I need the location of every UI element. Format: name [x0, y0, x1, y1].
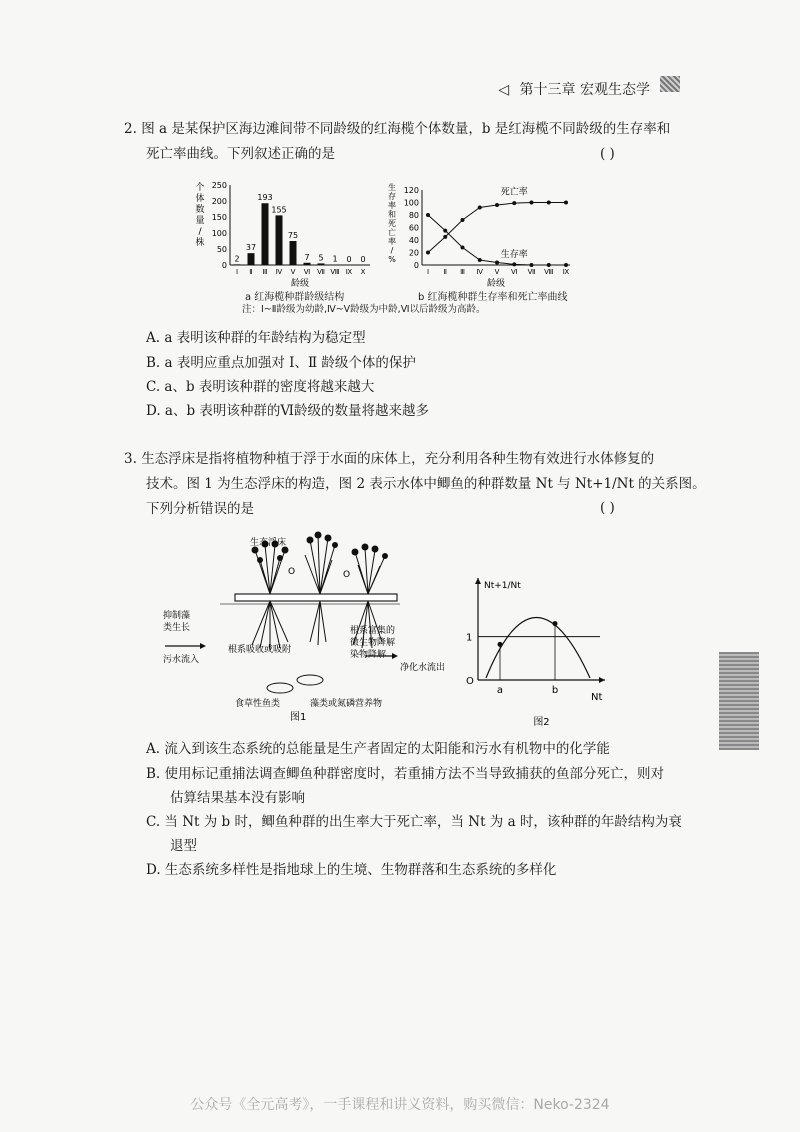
fig2-xlabel: Nt	[591, 692, 603, 703]
chart-a-data-label: 0	[360, 255, 366, 264]
chart-a-data-label: 1	[332, 254, 338, 264]
chart-a-bar	[318, 263, 325, 265]
q2-line1: 图 a 是某保护区海边滩间带不同龄级的红海榄个体数量，b 是红海榄不同龄级的生存率和	[141, 121, 671, 137]
label-outflow: 净化水流出	[400, 663, 446, 673]
chart-b-point	[495, 261, 499, 265]
chart-a-ytick: 50	[216, 245, 227, 254]
label-algae: 藻类或氮磷营养物	[310, 699, 383, 709]
chart-b-point	[443, 229, 447, 233]
chart-a-ytick: 250	[211, 181, 227, 190]
fig2-y-arrow-icon	[475, 578, 481, 584]
chart-b-point	[461, 246, 465, 250]
chart-b-point	[547, 201, 551, 205]
q2-stem	[124, 117, 670, 142]
chart-b-ytick: 40	[408, 236, 419, 245]
q2-option-d[interactable]: D. a、b 表明该种群的Ⅵ龄级的数量将越来越多	[146, 403, 429, 419]
chart-b-xtick: Ⅰ	[426, 268, 430, 276]
chart-a-ylabel-char: 个	[195, 183, 205, 193]
label-inhibit-1: 抑制藻	[163, 611, 191, 621]
chart-b-title: b 红海榄种群生存率和死亡率曲线	[418, 292, 568, 303]
chart-a-xtick: Ⅳ	[275, 268, 283, 276]
chapter-title: 第十三章 宏观生态学	[519, 82, 650, 98]
plant-cluster-middle	[305, 535, 335, 645]
chart-b-ytick: 120	[403, 186, 419, 195]
chart-b-point	[443, 235, 447, 239]
figure-2	[440, 570, 620, 730]
fig2-curve	[486, 618, 590, 678]
chart-a-note: 注：Ⅰ~Ⅱ龄级为幼龄,Ⅳ~Ⅴ龄级为中龄,Ⅵ以后龄级为高龄。	[242, 304, 486, 315]
chart-a-ytick: 150	[211, 213, 227, 222]
chart-a-bar	[276, 215, 283, 265]
chart-a-bar	[262, 203, 269, 265]
chart-a-bar	[234, 264, 241, 265]
chart-b-ytick: 0	[413, 261, 419, 270]
chapter-marker-icon: ◁	[498, 82, 510, 98]
chart-a-ylabel-char: 数	[195, 205, 205, 215]
label-root-microbe-3: 染物降解	[350, 650, 387, 660]
chart-a-xtick: Ⅲ	[262, 268, 268, 276]
chart-b-series-line	[428, 203, 566, 253]
q3-number: 3.	[124, 451, 137, 467]
chart-b-xtick: Ⅱ	[443, 268, 447, 276]
q3-option-b-line1[interactable]: B. 使用标记重捕法调查鲫鱼种群密度时，若重捕方法不当导致捕获的鱼部分死亡，则对	[146, 766, 665, 782]
chart-a-xtick: Ⅰ	[235, 268, 239, 276]
chart-b-ytick: 80	[408, 211, 419, 220]
chart-a-xtick: Ⅸ	[345, 268, 353, 276]
chart-a-bar	[248, 253, 255, 265]
q2-answer-paren: ( )	[600, 146, 615, 162]
q3-stem	[124, 447, 654, 472]
chart-b-xtick: Ⅶ	[527, 268, 536, 276]
q3-answer-paren: ( )	[600, 500, 615, 516]
chart-a-data-label: 7	[304, 252, 310, 262]
chart-a-xtick: Ⅶ	[317, 268, 325, 276]
chart-a-xtick: Ⅱ	[249, 268, 253, 276]
chart-b-series-label: 死亡率	[500, 187, 528, 198]
chart-a-ylabel-char: 体	[195, 194, 205, 204]
chart-b-ylabel-char: 率	[388, 237, 396, 246]
fig2-xtick: a	[496, 685, 504, 696]
chart-a-xtick: Ⅹ	[360, 268, 366, 276]
label-o2-right: O	[343, 570, 351, 580]
chart-a-ytick: 0	[221, 261, 227, 270]
chart-a-ylabel-char: 量	[195, 216, 205, 226]
chart-b-xtick: Ⅸ	[562, 268, 570, 276]
fig2-xtick: b	[551, 685, 559, 696]
chart-b-point	[478, 258, 482, 262]
chart-a-data-label: 5	[318, 253, 324, 263]
chart-b-xtick: Ⅳ	[476, 268, 483, 276]
figure-1	[160, 530, 450, 725]
chart-b-ytick: 20	[408, 248, 419, 258]
chart-a-bar	[290, 241, 297, 265]
label-floating-bed: 生态浮床	[250, 538, 287, 548]
chart-b-point	[564, 263, 568, 267]
chart-b-ylabel-char: 存	[388, 192, 396, 201]
chart-a-data-label: 0	[346, 255, 352, 264]
chart-a-ylabel-char: 株	[195, 238, 205, 248]
outflow-arrowhead-icon	[392, 653, 398, 659]
chart-b-point	[564, 201, 568, 205]
chart-b-xtick: Ⅲ	[460, 268, 465, 276]
chart-a-data-label: 2	[234, 254, 240, 264]
chart-a-xlabel: 龄级	[290, 279, 310, 289]
chart-b-xtick: Ⅷ	[544, 268, 554, 276]
q3-option-c-line1[interactable]: C. 当 Nt 为 b 时，鲫鱼种群的出生率大于死亡率，当 Nt 为 a 时，该种群的年龄结构为衰	[146, 814, 682, 830]
chart-b-ytick: 60	[408, 223, 419, 233]
plant-flowers-right	[352, 544, 389, 560]
label-root-microbe-1: 根系富集的	[350, 626, 396, 636]
q3-option-c-line2: 退型	[170, 838, 197, 854]
chart-b-ylabel-char: 率	[388, 201, 396, 210]
fig2-x-arrow-icon	[599, 677, 605, 683]
q3-option-b-line2: 估算结果基本没有影响	[170, 790, 305, 806]
chart-b-series-line	[428, 215, 566, 265]
q3-option-a[interactable]: A. 流入到该生态系统的总能量是生产者固定的太阳能和污水有机物中的化学能	[146, 741, 610, 757]
chart-b-point	[461, 218, 465, 222]
chart-b-ylabel-char: /	[390, 246, 394, 255]
chart-a-bar	[304, 263, 311, 265]
chart-a-ytick: 200	[211, 197, 227, 206]
label-inflow: 污水流入	[163, 655, 200, 665]
chart-b-point	[426, 251, 430, 255]
chart-b-xlabel: 龄级	[486, 279, 506, 289]
fish-icon-left	[267, 683, 293, 693]
q3-line1: 生态浮床是指将植物种植于浮于水面的床体上，充分利用各种生物有效进行水体修复的	[141, 451, 655, 467]
figure-2-caption: 图2	[533, 717, 550, 728]
chart-a-xtick: Ⅴ	[290, 268, 296, 276]
chart-b-ylabel-char: 死	[388, 219, 396, 228]
fig2-ylabel: Nt+1/Nt	[484, 581, 521, 591]
chart-b-point	[547, 263, 551, 267]
chapter-side-tab	[719, 652, 759, 750]
chart-b-series-label: 生存率	[500, 250, 528, 260]
q2-number: 2.	[124, 121, 137, 137]
chart-a-data-label: 193	[257, 193, 273, 203]
chart-a-data-label: 155	[271, 205, 287, 215]
q2-line2: 死亡率曲线。下列叙述正确的是	[146, 146, 335, 162]
q3-option-d[interactable]: D. 生态系统多样性是指地球上的生境、生物群落和生态系统的多样化	[146, 862, 557, 878]
chart-b-point	[512, 262, 516, 266]
chart-a-data-label: 37	[245, 243, 257, 253]
chart-a-xtick: Ⅵ	[303, 268, 311, 276]
chart-b-point	[478, 206, 482, 210]
label-inhibit-2: 类生长	[163, 623, 191, 633]
chart-b-point	[495, 203, 499, 207]
chart-b-point	[512, 201, 516, 205]
chapter-header	[498, 79, 650, 99]
chart-b-ylabel-char: 亡	[388, 228, 396, 237]
chart-a-xtick: Ⅷ	[330, 268, 340, 276]
chart-b-point	[530, 263, 534, 267]
chart-a-ytick: 100	[211, 229, 227, 238]
chart-b-ytick: 100	[403, 198, 419, 208]
label-root-absorb: 根系吸收或吸附	[228, 645, 292, 655]
q2-option-a[interactable]: A. a 表明该种群的年龄结构为稳定型	[146, 330, 366, 346]
fish-icon-right	[297, 675, 323, 685]
inflow-arrowhead-icon	[200, 643, 206, 649]
fig2-ytick: 1	[466, 632, 473, 644]
q2-option-c[interactable]: C. a、b 表明该种群的密度将越来越大	[146, 379, 375, 395]
chart-a-title: a 红海榄种群龄级结构	[245, 292, 345, 303]
label-o2-left: O	[288, 567, 296, 577]
chart-a-ylabel-char: /	[198, 227, 202, 237]
chart-a-data-label: 75	[287, 231, 299, 240]
chart-b-ylabel-char: %	[388, 255, 396, 264]
chart-b-ylabel-char: 生	[388, 183, 396, 192]
q3-line2: 技术。图 1 为生态浮床的构造，图 2 表示水体中鲫鱼的种群数量 Nt 与 Nt+1/Nt 的关系图。	[146, 476, 706, 492]
floating-bed	[235, 594, 397, 601]
chart-b-xtick: Ⅵ	[511, 268, 518, 276]
label-root-microbe-2: 微生物降解	[350, 638, 396, 648]
chart-b-ylabel-char: 和	[388, 210, 396, 219]
corner-logo-icon	[660, 76, 680, 92]
chart-b-point	[426, 213, 430, 217]
label-fish: 食草性鱼类	[235, 699, 281, 709]
figure-1-caption: 图1	[290, 712, 307, 723]
q2-option-b[interactable]: B. a 表明应重点加强对 Ⅰ、Ⅱ 龄级个体的保护	[146, 355, 416, 371]
footer-watermark: 公众号《全元高考》，一手课程和讲义资料，购买微信：Neko-2324	[190, 1097, 610, 1113]
fig2-origin: O	[466, 676, 474, 687]
chart-b-point	[530, 201, 534, 205]
q3-line3: 下列分析错误的是	[146, 501, 254, 517]
chart-b-xtick: Ⅴ	[494, 268, 500, 276]
